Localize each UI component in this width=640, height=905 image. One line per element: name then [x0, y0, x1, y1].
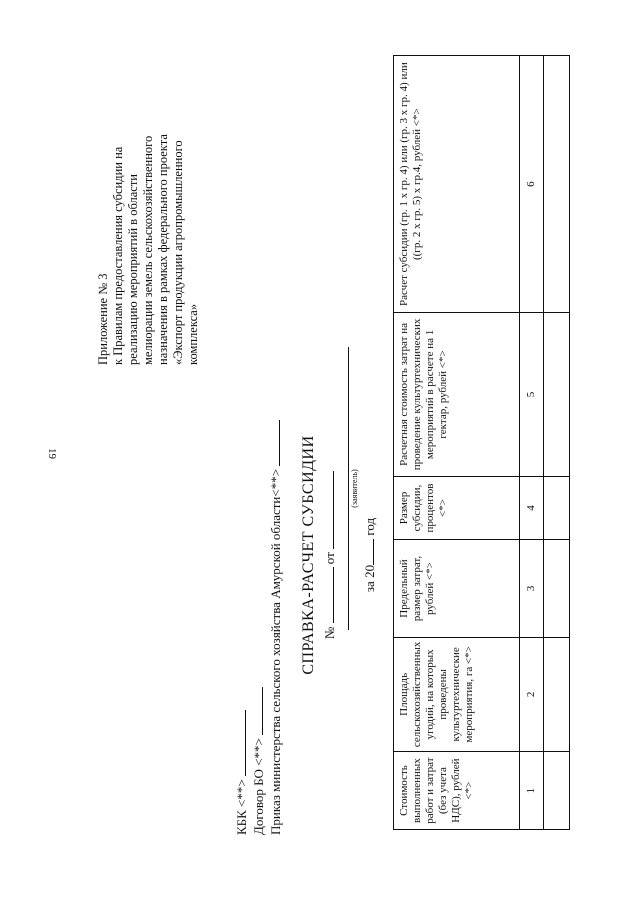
column-number: 6: [520, 56, 544, 313]
from-label: от: [322, 552, 337, 565]
page-number: 19: [46, 448, 58, 459]
header-cell: Расчетная стоимость затрат на проведение культуртехнических мероприятий в расчете на 1 гектар, рублей <*>: [394, 313, 520, 476]
appendix-line: «Экспорт продукции агропромышленного: [171, 140, 185, 365]
contract-row: [250, 420, 267, 835]
applicant-label: (заявитель): [350, 469, 359, 508]
column-number: 1: [520, 752, 544, 830]
data-cell[interactable]: [544, 752, 570, 830]
column-number: 4: [520, 476, 544, 540]
appendix-block: [96, 35, 201, 365]
number-blank[interactable]: [322, 567, 334, 623]
year-blank[interactable]: [362, 539, 374, 565]
requisites-block: [233, 420, 284, 835]
period-row: [362, 205, 378, 905]
number-date-row: [322, 205, 338, 905]
number-label: №: [322, 626, 337, 640]
header-cell: Предельный размер затрат, рублей <*>: [394, 540, 520, 637]
column-number-row: [520, 56, 544, 830]
appendix-line: к Правилам предоставления субсидии на: [111, 146, 125, 365]
order-label: Приказ министерства сельского хозяйства Амурской области<**>: [268, 468, 283, 835]
order-blank[interactable]: [267, 420, 280, 466]
appendix-line: мелиорации земель сельскохозяйственного: [141, 135, 155, 365]
period-prefix: за 20: [362, 564, 377, 593]
header-cell: Стоимость выполненных работ и затрат (без учета НДС), рублей <*>: [394, 752, 520, 830]
appendix-line: назначения в рамках федерального проекта: [156, 134, 170, 365]
date-blank[interactable]: [322, 471, 334, 549]
kbk-row: [233, 420, 250, 835]
appendix-line: Приложение № 3: [96, 273, 110, 365]
column-number: 3: [520, 540, 544, 637]
contract-label: Договор БО <**>: [251, 738, 266, 835]
document-title: СПРАВКА-РАСЧЕТ СУБСИДИИ: [300, 435, 317, 675]
header-row: [394, 56, 520, 830]
data-row: [544, 56, 570, 830]
kbk-blank[interactable]: [233, 710, 246, 776]
column-number: 5: [520, 313, 544, 476]
applicant-line[interactable]: [348, 347, 349, 630]
header-cell: Площадь сельскохозяйственных угодий, на которых проведены культуртехнические мероприятия, га <*>: [394, 637, 520, 752]
kbk-label: КБК <**>: [234, 779, 249, 835]
data-cell[interactable]: [544, 56, 570, 313]
calculation-table: [393, 55, 570, 830]
header-cell: Расчет субсидии (гр. 1 х гр. 4) или (гр. 3 х гр. 4) или ((гр. 2 х гр. 5) х гр.4, рублей <*>: [394, 56, 520, 313]
appendix-line: реализацию мероприятий в области: [126, 174, 140, 365]
appendix-line: комплекса»: [186, 303, 200, 365]
data-cell[interactable]: [544, 313, 570, 476]
data-cell[interactable]: [544, 637, 570, 752]
data-cell[interactable]: [544, 476, 570, 540]
period-suffix: год: [362, 517, 377, 536]
order-row: [267, 420, 284, 835]
column-number: 2: [520, 637, 544, 752]
contract-blank[interactable]: [250, 687, 263, 735]
data-cell[interactable]: [544, 540, 570, 637]
header-cell: Размер субсидии, процентов <*>: [394, 476, 520, 540]
